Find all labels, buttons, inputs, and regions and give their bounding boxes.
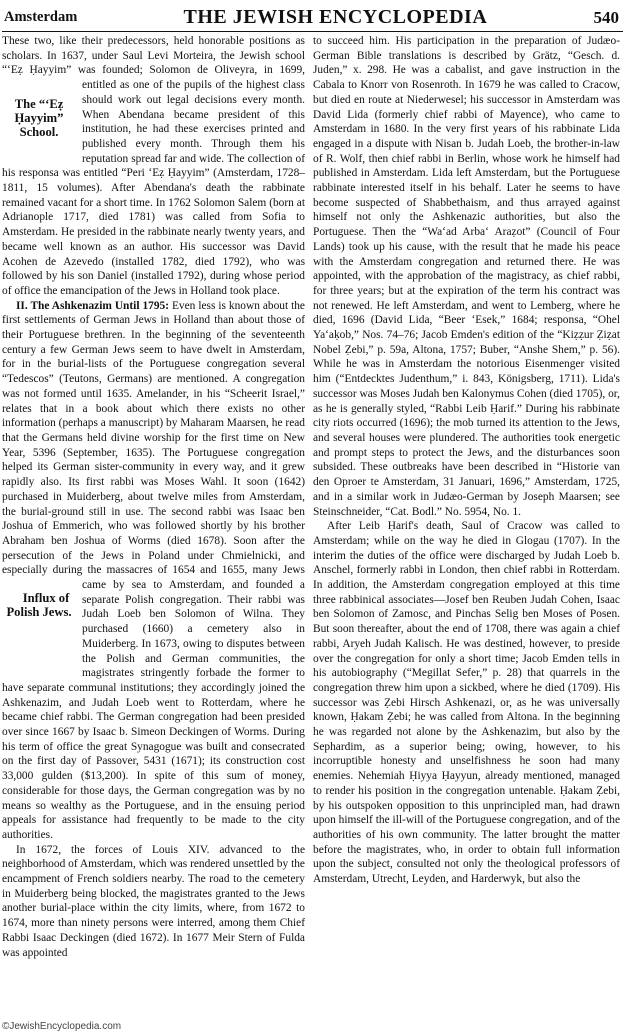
paragraph-text: separate Polish congregation. Their rabbi was Judah Loeb ben Solomon of Wilna. They purchased (1660) a cemetery also in Muiderberg. In 1673, owing to disputes between the Polish and German communities, the magistrates stringently forbade the former to have separate communal institutions; they accordingly joined the Ashkenazim, and Judah Loeb went to Rotterdam, where he became chief rabbi. The German congregation had been presided over since 1667 by Isaac b. Simeon Deckingen of Worms. During his term of office the great Synagogue was built and consecrated on the first day of Passover, 5431 (1671); its construction cost 33,000 gulden ($13,200). In spite of this sum of money, considerable for those days, the German congregation was by no means so wealthy as the Portuguese, and in the ensuing period appeals for assistance had frequently to be made to the city authorities.	[2, 593, 305, 841]
paragraph	[2, 34, 305, 299]
paragraph-text: After Leib Ḥarif's death, Saul of Cracow was called to Amsterdam; while on the way he died in Glogau (1707). In the interim the duties of the office were discharged by Judah Loeb b. Anschel, formerly rabbi in London, then chief rabbi in Rotterdam. In addition, the Amsterdam congregation employed at this time three rabbinical associates—Josef ben Reuben Judah Cohen, Isaac ben Solomon of Zamosc, and Pinchas Selig ben Moses of Posen. But soon thereafter, about the end of 1708, there was again a chief rabbi, Aryeh Judah Kalisch. He was destined, however, to preside over the congregation for only a short time; Jacob Emden tells in his autobiography (“Megillat Sefer,” p. 28) that quarrels in the congregation threw him upon a sickbed, where he died (1709). His successor was Ẓebi Hirsch Ashkenazi, or, as he was universally known, Ḥakam Ẓebi; he was called from Altona. In the beginning he was regarded not alone by the Ashkenazim, but also by the Sephardim, as a superior being; owing, however, to his incorruptible honesty and unselfishness he soon had many enemies. Nehemiah Ḥiyya Ḥayyun, already mentioned, managed to render his position in the congregation untenable. Ḥakam Ẓebi, by his outspoken opposition to this unprincipled man, had drawn upon himself the ill-will of the Portuguese congregation, and of the authorities of his own community. The latter brought the matter before the magistrates, who, in order to obtain full information upon the subject, consulted not only the theological professors of Amsterdam, Utrecht, Leyden, and Harderwyk, but also the	[313, 520, 620, 886]
sidenote-influx-polish-jews: Influx of Polish Jews.	[6, 591, 72, 620]
paragraph-text: to succeed him. His participation in the preparation of Judæo-German Bible translations is described by Grätz, “Gesch. d. Juden,” x. 298. He was a cabalist, and gave instruction in the Cabala to Knorr von Rosenroth. In 1679 he was called to Cracow, but died en route at Niederwesel; his successor in Amsterdam was David Lida (formerly chief rabbi of Mayence), who came to Amsterdam in 1680. In the very first years of his rabbinate Lida engaged in a dispute with Nisan b. Judah Loeb, the brother-in-law of R. Wolf, then chief rabbi in Berlin, whose work he himself had published in Amsterdam. Lida left Amsterdam, but the Portuguese rabbinate interested itself in his behalf. Later he seems to have become suspected of Shabbethaism, and thus arrayed against himself not only the Ashkenazic authorities, but also the Portuguese. Then the “Wa‘ad Arba‘ Araẓot” (Council of Four Lands) took up his cause, with the result that he made his peace with the Amsterdam congregation and returned there. He was appointed, with the approbation of the magistracy, as chief rabbi, for three years; but at the expiration of the term his contract was not renewed. He left Amsterdam, and went to Lemberg, where he died, 1696 (David Lida, “Beer ‘Esek,” 1684; responsa, “Ohel Ya‘aḳob,” Nos. 74–76; Jacob Emden's edition of the “Kiẓẓur Ẓiẓat Nobel Ẓebi,” p. 59a, Altona, 1757; Buber, “Anshe Shem,” p. 56). While he was in Amsterdam the notorious Eisenmenger visited him (“Entdecktes Judenthum,” i. 843, Königsberg, 1711). Lida's successor was Moses Judah ben Kalonymus Cohen (died 1705), or, as he is generally styled, “Rabbi Leib Ḥarif.” During his rabbinate city riots occurred (1696); the mob turned its attention to the Jews, and several houses were plundered. The authorities took energetic and prompt steps to protect the Jews, and the disturbances soon subsided. These outbreaks have been described in “Historie van den Oproer te Amsterdam, 31 Januari, 1696,” Amsterdam, 1725, and in a similar work in Judæo-German by Joseph Maarsen; see Steinschneider, “Cat. Bodl.” No. 5954, No. 1.	[313, 35, 620, 518]
page-number: 540	[593, 8, 619, 27]
header-rule	[2, 31, 623, 32]
sidenote-ez-hayyim-school: The “‘Eẓ Ḥayyim” School.	[14, 97, 64, 140]
footer-credit: ©JewishEncyclopedia.com	[2, 1021, 122, 1032]
running-head-article: Amsterdam	[4, 9, 78, 25]
paragraph-text: pupils of the highest class should work out legal decisions every month. When Abendana became president of this institution, he had these exercises printed and published every month. Through them his reputation spread far and wide. The collection of his responsa was entitled “Peri ‘Eẓ Ḥayyim” (Amsterdam, 1728–1811, 15 volumes). After Abendana's death the rabbinate remained vacant for a short time. In 1762 Solomon Salem (born at Adrianople 1717, died 1781) was called from Sofia to Amsterdam. He presided in the rabbinate nearly twenty years, and became well known as an author. His successor was David Acohen de Azevedo (installed 1782, died 1792), who was followed by his son Daniel (installed 1792), during whose period of office the emancipation of the Jews in Holland took place.	[2, 79, 305, 297]
left-column	[2, 34, 305, 1016]
section-heading: II. The Ashkenazim Until 1795:	[16, 299, 170, 312]
paragraph	[313, 519, 620, 887]
paragraph-text: In 1672, the forces of Louis XIV. advanced to the neighborhood of Amsterdam, which was rendered unsettled by the encampment of French soldiers nearby. The road to the cemetery in Muiderberg being blocked, the magistrates granted to the Jews another burial-place within the city limits, where, from 1672 to 1674, more than ninety persons were interred, among them Chief Rabbi Isaac Deckingen (died 1672). In 1677 Meir Stern of Fulda was appointed	[2, 843, 305, 959]
paragraph-text: These two, like their predecessors, held honorable positions as scholars. In 1637, under Saul Levi Morteira, the Jewish school “‘Eẓ Ḥayyim” was founded; Solomon de Oliveyra, in 1699, entitled as one of the	[2, 35, 305, 92]
paragraph	[2, 843, 305, 961]
right-column	[313, 34, 620, 1016]
paragraph-text: Even less is known about the first settlements of German Jews in Holland than about those of their Portuguese brethren. In the beginning of the seventeenth century a few German Jews seem to have dwelt in Amsterdam, for in the burial-lists of the Portuguese congregation several “Tedescos” (Teutons, Germans) are mentioned. A congregation was not formed until 1635. Amelander, in his “Scheerit Israel,” relates that in a book about which there exists no other information (perhaps a manuscript) by Maharam Maarsen, he read that the Germans held divine worship for the first time on New Year, 5396 (September, 1635). The Portuguese congregation helped its German sister-community in every way, and it grew rapidly also. Its first rabbi was Moses Wahl. It soon (1642) purchased in Muiderberg, about twelve miles from Amsterdam, the burial-ground still in use. The second rabbi was Isaac ben Joshua of Emmerich, who was followed shortly by his brother Abraham ben Joshua of Worms (died 1678). Soon after the persecution of the Jews in Poland under Chmielnicki, and especially during the massacres of 1654 and 1655, many Jews came by sea to Amsterdam, and founded a	[2, 299, 305, 592]
running-head-title: THE JEWISH ENCYCLOPEDIA	[183, 6, 488, 28]
page-header	[4, 2, 619, 30]
paragraph	[313, 34, 620, 519]
paragraph	[2, 299, 305, 843]
